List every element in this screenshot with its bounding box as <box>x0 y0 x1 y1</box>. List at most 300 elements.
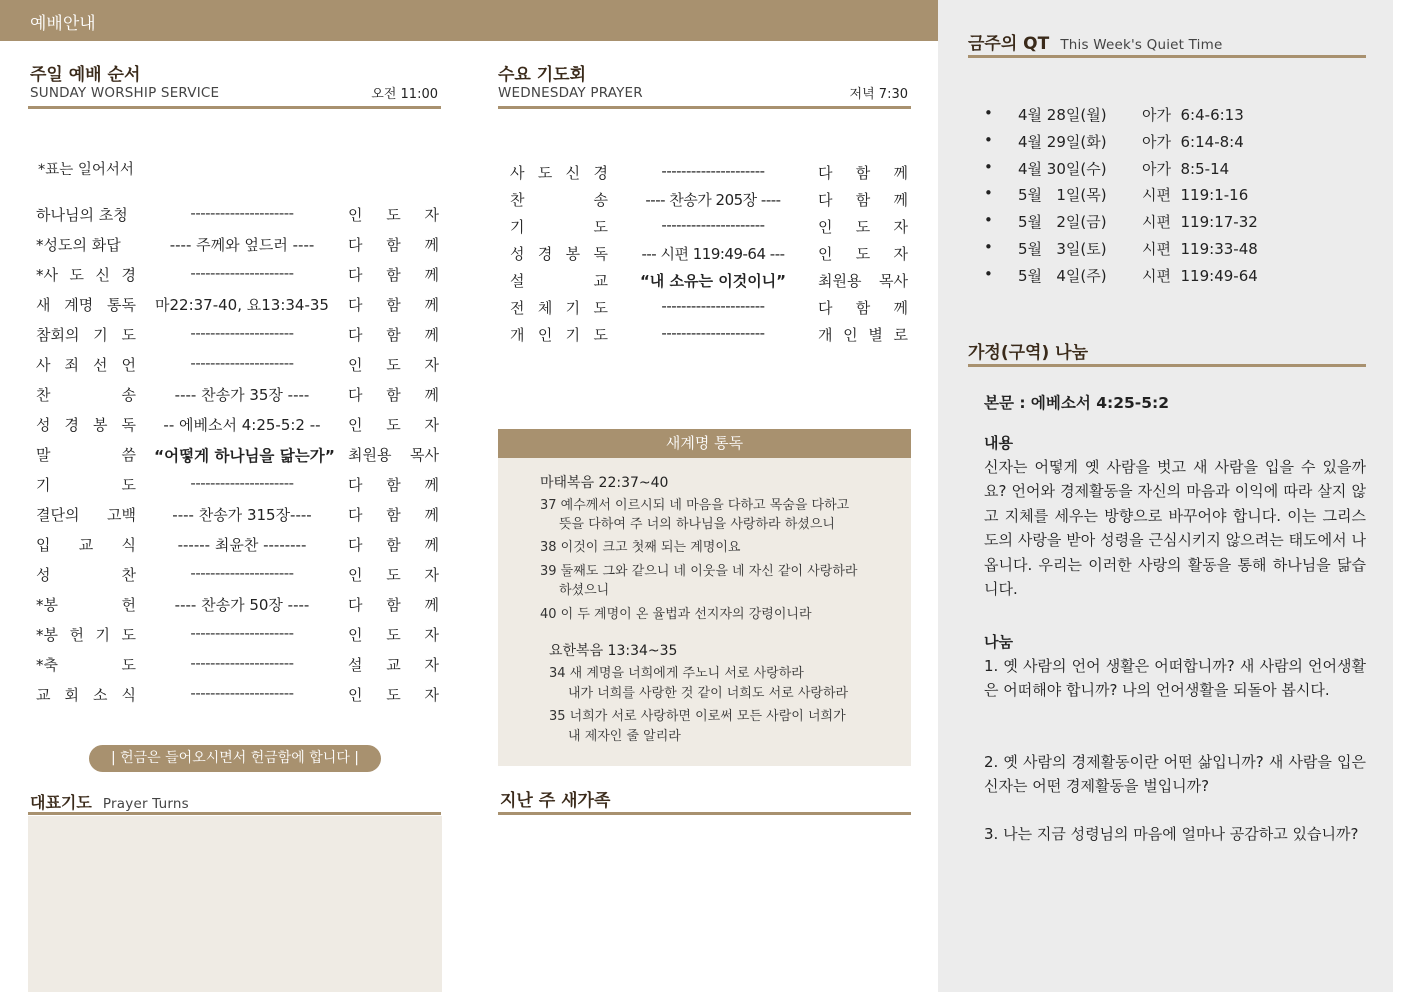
order-item-detail: --------------------- <box>190 474 294 492</box>
qt-passage: 아가 8:5-14 <box>1142 159 1230 178</box>
order-row <box>36 204 441 234</box>
order-item-detail: --- 시편 119:49-64 --- <box>641 245 785 263</box>
qt-item <box>984 265 1364 292</box>
prayer-turns-heading <box>30 790 440 813</box>
qt-passage: 시편 119:49-64 <box>1142 266 1258 285</box>
word: 께 <box>424 506 439 524</box>
order-item-name <box>36 264 136 285</box>
word: 하나님의 초청 <box>36 206 128 224</box>
word: 도 <box>593 326 608 344</box>
word: 함 <box>386 236 401 254</box>
header-bar <box>0 0 938 41</box>
content-label: 내용 <box>984 434 1013 452</box>
order-item-detail: --------------------- <box>190 204 294 222</box>
order-row <box>36 414 441 444</box>
order-item-leader <box>348 354 439 375</box>
sunday-time: 오전 11:00 <box>371 87 438 102</box>
qt-item <box>984 104 1364 131</box>
bullet-icon: • <box>984 104 993 122</box>
sharing-passage: 본문 : 에베소서 4:25-5:2 <box>984 394 1169 412</box>
word: 성 <box>36 566 51 584</box>
word: 함 <box>855 299 871 317</box>
order-item-leader <box>348 414 439 435</box>
word: 설 <box>348 656 363 674</box>
word: 설 <box>510 272 525 290</box>
offering-notice: | 헌금은 들어오시면서 헌금함에 합니다 | <box>89 745 381 772</box>
word: *봉 <box>36 626 58 644</box>
qt-title-kr: 금주의 QT <box>968 34 1050 54</box>
word: 함 <box>855 191 871 209</box>
order-item-detail: --------------------- <box>190 264 294 282</box>
order-item-detail: --------------------- <box>190 564 294 582</box>
word: *사 <box>36 266 58 284</box>
bible-ref-matthew: 마태복음 22:37~40 <box>540 475 669 491</box>
order-item-name <box>510 243 608 264</box>
word: 회 <box>64 686 79 704</box>
word: 자 <box>424 206 439 224</box>
word: *성도의 화답 <box>36 236 121 254</box>
word: 성 <box>510 245 525 263</box>
bullet-icon: • <box>984 157 993 176</box>
order-item-name <box>36 534 136 555</box>
word: 께 <box>893 191 908 209</box>
word: 경 <box>537 245 553 263</box>
sharing-content <box>984 432 1366 601</box>
sharing-title: 가정(구역) 나눔 <box>968 343 1088 363</box>
verse-line: 뜻을 다하여 주 너의 하나님을 사랑하라 하셨으니 <box>559 517 835 532</box>
word: 함 <box>386 596 401 614</box>
word: 다 <box>348 296 363 314</box>
order-item-leader <box>348 294 439 315</box>
order-item-detail: --------------------- <box>661 297 765 315</box>
order-row <box>510 189 910 216</box>
word: 자 <box>424 686 439 704</box>
order-row <box>510 162 910 189</box>
word: 자 <box>424 656 439 674</box>
sunday-title-en: SUNDAY WORSHIP SERVICE <box>30 85 220 101</box>
order-item-detail: ---- 찬송가 50장 ---- <box>174 596 310 614</box>
order-row <box>36 294 441 324</box>
qt-heading <box>968 29 1366 54</box>
question-2: 2. 옛 사람의 경제활동이란 어떤 삶입니까? 새 사람을 입은 신자는 어떤 경제활동을 벌입니까? <box>984 753 1366 796</box>
order-item-leader <box>348 624 439 645</box>
word: 자 <box>424 626 439 644</box>
word: 새 <box>36 296 51 314</box>
word: 씀 <box>121 446 136 464</box>
order-item-name <box>510 297 608 318</box>
word: 도 <box>121 476 136 494</box>
word: 도 <box>386 626 401 644</box>
word: 참회의 <box>36 326 80 344</box>
order-row <box>36 684 441 714</box>
word: 신 <box>565 164 581 182</box>
share-label: 나눔 <box>984 633 1013 651</box>
order-item-leader <box>348 684 439 705</box>
word: 함 <box>386 386 401 404</box>
order-item-leader <box>818 216 908 237</box>
word: 도 <box>386 686 401 704</box>
word: 식 <box>121 686 136 704</box>
wednesday-rule <box>498 106 911 109</box>
word: 도 <box>855 245 871 263</box>
order-row <box>36 444 441 474</box>
order-item-leader <box>818 189 908 210</box>
word: 함 <box>386 476 401 494</box>
order-row <box>510 270 910 297</box>
word: 인 <box>348 626 363 644</box>
order-row <box>36 264 441 294</box>
sharing-rule <box>968 364 1366 367</box>
word: 도 <box>69 266 84 284</box>
word: 다 <box>818 164 833 182</box>
word: 기 <box>36 476 51 494</box>
order-item-name <box>36 474 136 495</box>
bible-reading-box <box>498 429 911 766</box>
sunday-heading <box>30 60 440 106</box>
word: 도 <box>121 656 136 674</box>
verse-line: 39 둘째도 그와 같으니 네 이웃을 네 자신 같이 사랑하라 <box>540 564 858 579</box>
order-item-name <box>36 354 136 375</box>
word: 함 <box>386 506 401 524</box>
word: 인 <box>843 326 858 344</box>
order-item-detail: --------------------- <box>190 624 294 642</box>
word: 봉 <box>93 416 108 434</box>
word: 사 <box>36 356 51 374</box>
order-item-name <box>36 624 136 645</box>
word: 별 <box>868 326 883 344</box>
order-item-detail: --------------------- <box>661 216 765 234</box>
wednesday-order-list <box>510 162 910 351</box>
qt-date: 5월 1일(목) <box>1018 186 1107 205</box>
word: 경 <box>121 266 136 284</box>
order-item-detail: “어떻게 하나님을 닮는가” <box>154 447 335 465</box>
prayer-turns-box <box>28 816 442 992</box>
word: 기 <box>510 218 525 236</box>
order-item-leader <box>348 594 439 615</box>
order-item-detail: 마22:37-40, 요13:34-35 <box>155 296 329 314</box>
order-item-leader <box>348 204 439 225</box>
order-item-detail: ---- 찬송가 205장 ---- <box>645 191 781 209</box>
verse-line: 38 이것이 크고 첫째 되는 계명이요 <box>540 540 741 555</box>
word: 인 <box>348 206 363 224</box>
bible-reading-header: 새계명 통독 <box>498 429 911 458</box>
word: 고백 <box>107 506 136 524</box>
word: 인 <box>818 218 833 236</box>
qt-item <box>984 158 1364 185</box>
word: 께 <box>424 326 439 344</box>
sharing-heading <box>968 338 1088 363</box>
word: 인 <box>348 686 363 704</box>
order-item-name <box>510 270 608 291</box>
qt-passage: 아가 6:14-8:4 <box>1142 132 1244 151</box>
qt-title-en: This Week's Quiet Time <box>1060 37 1223 53</box>
word: 께 <box>893 164 908 182</box>
order-item-leader <box>818 324 908 345</box>
prayer-turns-rule <box>28 812 441 815</box>
order-item-detail: ---- 주께와 엎드러 ---- <box>169 236 315 254</box>
standing-note: *표는 일어서서 <box>38 162 134 178</box>
word: 체 <box>537 299 553 317</box>
order-item-name <box>36 594 136 615</box>
word: 사 <box>510 164 525 182</box>
word: 께 <box>424 386 439 404</box>
word: 계명 <box>64 296 94 314</box>
word: 인 <box>537 326 553 344</box>
word: 결단의 <box>36 506 80 524</box>
qt-date: 4월 30일(수) <box>1018 159 1107 178</box>
order-item-name <box>510 216 608 237</box>
order-item-detail: ---- 찬송가 315장---- <box>172 506 312 524</box>
word: 께 <box>424 236 439 254</box>
word: 도 <box>593 299 608 317</box>
word: 께 <box>893 299 908 317</box>
word: 다 <box>818 299 833 317</box>
word: 도 <box>537 164 553 182</box>
word: 다 <box>348 476 363 494</box>
order-item-detail: --------------------- <box>190 684 294 702</box>
order-item-name <box>36 504 136 525</box>
bullet-icon: • <box>984 264 993 283</box>
qt-passage: 아가 6:4-6:13 <box>1142 106 1244 124</box>
qt-date: 5월 2일(금) <box>1018 213 1107 232</box>
order-item-leader <box>348 654 439 675</box>
word: 찬 <box>121 566 136 584</box>
word: 기 <box>565 326 581 344</box>
verse-line: 35 너희가 서로 사랑하면 이로써 모든 사람이 너희가 <box>549 709 846 724</box>
word: 로 <box>893 326 908 344</box>
word: 께 <box>424 266 439 284</box>
word: 함 <box>386 266 401 284</box>
word: 다 <box>348 536 363 554</box>
sharing-text-line <box>984 391 1366 413</box>
word: 최원용 <box>348 446 392 464</box>
wednesday-time: 저녁 7:30 <box>849 87 908 102</box>
verse-line: 40 이 두 계명이 온 율법과 선지자의 강령이니라 <box>540 607 812 622</box>
word: 함 <box>386 536 401 554</box>
word: 도 <box>121 326 136 344</box>
order-item-leader <box>348 504 439 525</box>
word: 인 <box>348 416 363 434</box>
bible-ref-john: 요한복음 13:34~35 <box>549 643 678 659</box>
order-item-leader <box>348 324 439 345</box>
qt-item <box>984 184 1364 211</box>
verse-line: 34 새 계명을 너희에게 주노니 서로 사랑하라 <box>549 666 804 681</box>
order-item-name <box>510 162 608 183</box>
word: 신 <box>95 266 110 284</box>
order-item-detail: --------------------- <box>190 354 294 372</box>
word: 도 <box>855 218 871 236</box>
question-1: 1. 옛 사람의 언어 생활은 어떠합니까? 새 사람의 언어생활은 어떠해야 합니까? 나의 언어생활을 되돌아 봅시다. <box>984 657 1366 700</box>
word: 소 <box>93 686 108 704</box>
word: 목사 <box>879 272 908 290</box>
order-row <box>36 504 441 534</box>
verse-line: 내 제자인 줄 알리라 <box>568 729 681 744</box>
sunday-title-kr: 주일 예배 순서 <box>30 65 141 85</box>
word: 도 <box>386 566 401 584</box>
word: 도 <box>386 356 401 374</box>
word: 인 <box>348 566 363 584</box>
order-item-detail: “내 소유는 이것이니” <box>639 272 787 290</box>
bullet-icon: • <box>984 237 993 256</box>
word: *축 <box>36 656 58 674</box>
order-item-leader <box>348 564 439 585</box>
order-item-detail: --------------------- <box>661 162 765 180</box>
qt-item <box>984 238 1364 265</box>
word: 통독 <box>107 296 136 314</box>
order-item-leader <box>348 534 439 555</box>
word: 전 <box>510 299 525 317</box>
order-item-name <box>36 384 136 405</box>
word: 인 <box>818 245 833 263</box>
qt-rule <box>968 55 1366 58</box>
word: 송 <box>121 386 136 404</box>
wednesday-title-kr: 수요 기도회 <box>498 65 587 85</box>
order-row <box>510 324 910 351</box>
order-row <box>510 297 910 324</box>
word: 독 <box>121 416 136 434</box>
word: 독 <box>593 245 608 263</box>
word: 도 <box>593 218 608 236</box>
word: 함 <box>386 326 401 344</box>
word: 찬 <box>510 191 525 209</box>
content-text: 신자는 어떻게 옛 사람을 벗고 새 사람을 입을 수 있을까요? 언어와 경제활동을 자신의 마음과 이익에 따라 살지 않고 지체를 세우는 방향으로 바꾸어야 합니다. 이는 그리스도의 사랑을 받아 성령을 근심시키지 않으려는 태도에서 나옵니다. 우리는 이러한 사랑의 활동을 통해 하나님을 닮습니다. <box>984 458 1366 599</box>
word: 기 <box>93 326 108 344</box>
order-item-leader <box>348 444 439 465</box>
qt-passage: 시편 119:17-32 <box>1142 213 1258 232</box>
qt-date: 5월 4일(주) <box>1018 266 1107 285</box>
sunday-order-list <box>36 204 441 714</box>
order-item-leader <box>348 474 439 495</box>
order-row <box>36 354 441 384</box>
question-3: 3. 나는 지금 성령님의 마음에 얼마나 공감하고 있습니까? <box>984 825 1359 843</box>
order-item-name <box>36 564 136 585</box>
word: 함 <box>386 296 401 314</box>
word: 헌 <box>69 626 84 644</box>
word: 개 <box>510 326 525 344</box>
qt-passage: 시편 119:33-48 <box>1142 239 1258 258</box>
word: 언 <box>121 356 136 374</box>
word: 교 <box>78 536 94 554</box>
qt-date: 4월 29일(화) <box>1018 132 1107 151</box>
order-item-name <box>36 414 136 435</box>
word: 헌 <box>121 596 136 614</box>
verse-line: 내가 너희를 사랑한 것 같이 너희도 서로 사랑하라 <box>568 686 849 701</box>
sharing-question-2 <box>984 750 1366 799</box>
word: *봉 <box>36 596 58 614</box>
word: 께 <box>424 536 439 554</box>
word: 기 <box>95 626 110 644</box>
prayer-turns-title-en: Prayer Turns <box>102 796 189 812</box>
word: 교 <box>36 686 51 704</box>
qt-item <box>984 131 1364 158</box>
order-row <box>36 594 441 624</box>
word: 인 <box>348 356 363 374</box>
word: 식 <box>121 536 136 554</box>
order-item-leader <box>348 384 439 405</box>
bullet-icon: • <box>984 184 993 203</box>
order-row <box>36 324 441 354</box>
order-item-name <box>36 684 136 705</box>
order-item-detail: --------------------- <box>190 324 294 342</box>
order-item-leader <box>348 264 439 285</box>
word: 께 <box>424 596 439 614</box>
order-row <box>36 384 441 414</box>
order-item-name <box>36 654 136 675</box>
order-item-name <box>36 444 136 465</box>
new-family-title: 지난 주 새가족 <box>500 791 611 811</box>
order-item-name <box>36 324 136 345</box>
word: 찬 <box>36 386 51 404</box>
order-row <box>36 534 441 564</box>
order-row <box>510 243 910 270</box>
word: 최원용 <box>818 272 862 290</box>
word: 자 <box>424 416 439 434</box>
order-item-leader <box>818 297 908 318</box>
word: 성 <box>36 416 51 434</box>
prayer-turns-title-kr: 대표기도 <box>30 793 92 812</box>
order-item-name <box>510 324 608 345</box>
verse-line: 하셨으니 <box>559 583 610 598</box>
order-row <box>36 474 441 504</box>
order-item-detail: -- 에베소서 4:25-5:2 -- <box>163 416 321 434</box>
word: 다 <box>348 596 363 614</box>
qt-item <box>984 211 1364 238</box>
order-row <box>36 624 441 654</box>
word: 함 <box>855 164 871 182</box>
order-row <box>36 564 441 594</box>
order-item-detail: ---- 찬송가 35장 ---- <box>174 386 310 404</box>
word: 봉 <box>565 245 581 263</box>
sharing-question-3 <box>984 822 1366 846</box>
word: 선 <box>93 356 108 374</box>
word: 자 <box>893 218 908 236</box>
order-item-detail: ------ 최윤찬 -------- <box>177 536 307 554</box>
word: 께 <box>424 476 439 494</box>
word: 자 <box>893 245 908 263</box>
order-row <box>36 654 441 684</box>
order-item-leader <box>818 243 908 264</box>
word: 도 <box>121 626 136 644</box>
sunday-rule <box>28 106 441 109</box>
new-family-rule <box>498 812 911 815</box>
order-row <box>36 234 441 264</box>
order-item-leader <box>818 162 908 183</box>
word: 교 <box>386 656 401 674</box>
wednesday-heading <box>498 60 910 106</box>
word: 기 <box>565 299 581 317</box>
word: 도 <box>386 416 401 434</box>
order-item-detail: --------------------- <box>190 654 294 672</box>
word: 자 <box>424 566 439 584</box>
order-item-detail: --------------------- <box>661 324 765 342</box>
wednesday-title-en: WEDNESDAY PRAYER <box>498 85 643 101</box>
verse-line: 37 예수께서 이르시되 네 마음을 다하고 목숨을 다하고 <box>540 498 850 513</box>
header-title: 예배안내 <box>30 14 96 34</box>
qt-passage: 시편 119:1-16 <box>1142 186 1249 205</box>
order-item-leader <box>348 234 439 255</box>
word: 다 <box>348 506 363 524</box>
word: 께 <box>424 296 439 314</box>
sharing-questions <box>984 631 1366 703</box>
qt-date: 5월 3일(토) <box>1018 239 1107 258</box>
order-item-name <box>36 294 136 315</box>
order-row <box>510 216 910 243</box>
word: 도 <box>386 206 401 224</box>
word: 목사 <box>410 446 439 464</box>
order-item-name <box>36 234 136 255</box>
order-item-name <box>36 204 136 225</box>
new-family-heading <box>500 786 610 811</box>
